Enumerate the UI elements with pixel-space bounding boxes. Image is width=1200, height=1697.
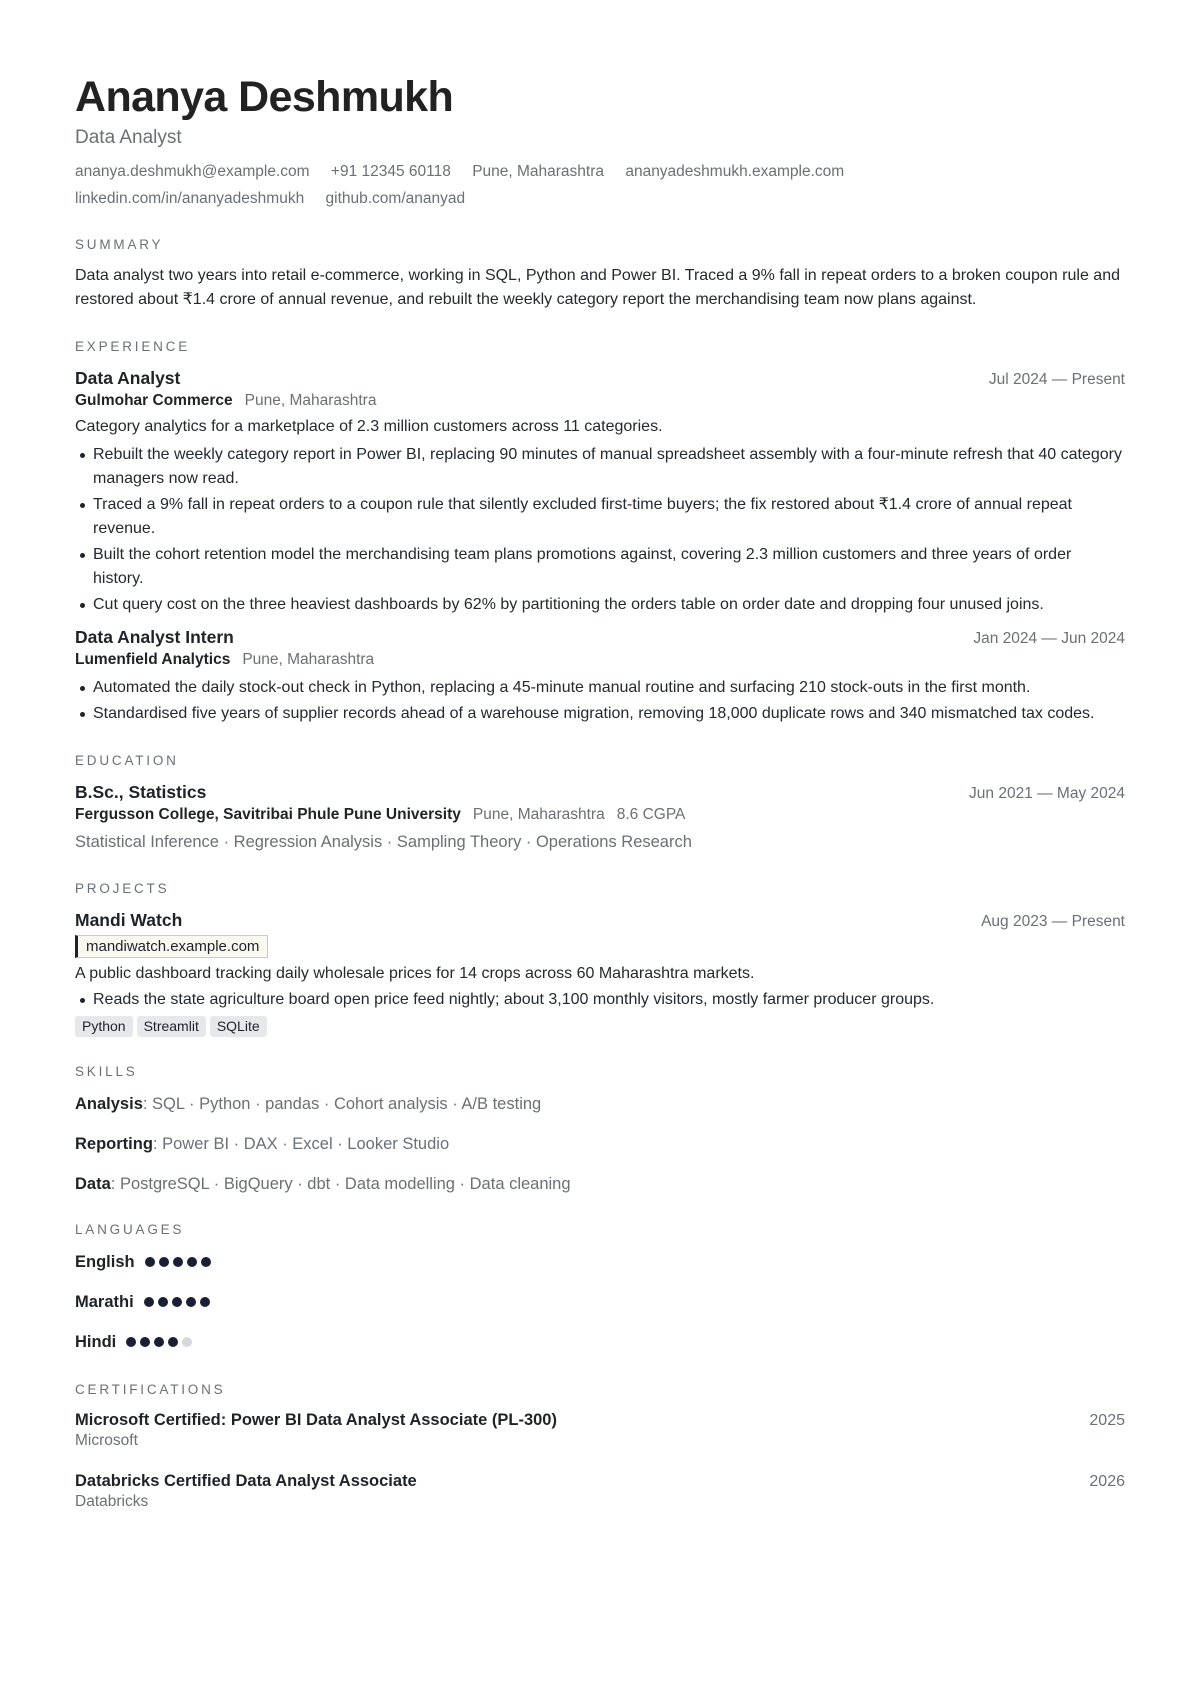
bullet-item: Automated the daily stock-out check in Python, replacing a 45-minute manual routine and surfacing 210 stock-outs in the first month. xyxy=(75,676,1125,700)
summary-heading: SUMMARY xyxy=(75,237,164,252)
experience-heading: EXPERIENCE xyxy=(75,339,191,354)
proficiency-dot-filled xyxy=(187,1257,197,1267)
proficiency-dot-filled xyxy=(173,1257,183,1267)
job-location: Pune, Maharashtra xyxy=(242,650,375,668)
linkedin-link[interactable]: linkedin.com/in/ananyadeshmukh xyxy=(75,190,305,207)
proficiency-dot-filled xyxy=(144,1297,154,1307)
project-date: Aug 2023 — Present xyxy=(981,912,1125,930)
project-name: Mandi Watch xyxy=(75,909,183,930)
skill-separator: : xyxy=(142,1095,153,1113)
certification-name: Microsoft Certified: Power BI Data Analyst Associate (PL-300) xyxy=(75,1411,557,1429)
certification-name: Databricks Certified Data Analyst Associate xyxy=(75,1472,417,1490)
bullet-item: Standardised five years of supplier records ahead of a warehouse migration, removing 18,000 duplicate rows and 340 mismatched tax codes. xyxy=(75,702,1125,726)
summary-text: Data analyst two years into retail e-commerce, working in SQL, Python and Power BI. Traced a 9% fall in repeat orders to a broken coupon rule and restored about ₹1.4 crore of annual revenue, and rebuilt the weekly category report the merchandising team now plans against. xyxy=(75,267,1120,308)
proficiency-dot-filled xyxy=(140,1337,150,1347)
skill-group xyxy=(75,1173,1125,1195)
job-title: Data Analyst Intern xyxy=(75,626,234,647)
company-name: Gulmohar Commerce xyxy=(75,392,233,409)
skills-heading: SKILLS xyxy=(75,1064,138,1079)
skill-separator: : xyxy=(110,1175,120,1193)
proficiency-dot-filled xyxy=(126,1337,136,1347)
job-title: Data Analyst xyxy=(75,368,181,388)
skill-group xyxy=(75,1093,1125,1115)
proficiency-dot-filled xyxy=(159,1257,169,1267)
experience-entry xyxy=(75,625,1125,726)
bullet-item: Cut query cost on the three heaviest dashboards by 62% by partitioning the orders table on order date and dropping four unused joins. xyxy=(75,593,1125,617)
skill-group-items: PostgreSQL · BigQuery · dbt · Data modelling · Data cleaning xyxy=(119,1175,571,1193)
proficiency-dot-filled xyxy=(154,1337,164,1347)
proficiency-dots xyxy=(144,1297,214,1307)
proficiency-dots xyxy=(145,1257,215,1267)
proficiency-dots xyxy=(126,1337,196,1347)
proficiency-dot-filled xyxy=(168,1337,178,1347)
project-bullets xyxy=(75,988,1125,1012)
email-link[interactable]: ananya.deshmukh@example.com xyxy=(75,163,310,180)
education-date: Jun 2021 — May 2024 xyxy=(969,784,1125,802)
job-date: Jan 2024 — Jun 2024 xyxy=(973,629,1125,647)
language-name: English xyxy=(75,1253,135,1271)
languages-list xyxy=(75,1251,1125,1353)
skill-group-items: SQL · Python · pandas · Cohort analysis · A/B testing xyxy=(152,1095,542,1113)
degree-title: B.Sc., Statistics xyxy=(75,781,207,802)
proficiency-dot-filled xyxy=(172,1297,182,1307)
bullet-item: Reads the state agriculture board open price feed nightly; about 3,100 monthly visitors, mostly farmer producer groups. xyxy=(75,988,1125,1012)
job-date: Jul 2024 — Present xyxy=(988,371,1125,388)
language-name: Hindi xyxy=(75,1333,117,1351)
language-item xyxy=(75,1291,1125,1313)
phone-number[interactable]: +91 12345 60118 xyxy=(330,163,451,180)
proficiency-dot-empty xyxy=(182,1337,192,1347)
school-name: Fergusson College, Savitribai Phule Pune University xyxy=(75,805,461,823)
job-bullets xyxy=(75,443,1125,617)
certification-year: 2025 xyxy=(1089,1412,1125,1429)
language-name: Marathi xyxy=(75,1293,134,1311)
certification-issuer: Databricks xyxy=(75,1493,149,1510)
certification-year: 2026 xyxy=(1089,1473,1125,1490)
contact-line-2 xyxy=(75,185,1125,212)
school-location: Pune, Maharashtra xyxy=(472,805,605,823)
skill-separator: : xyxy=(152,1135,163,1153)
job-description: Category analytics for a marketplace of 2.3 million customers across 11 categories. xyxy=(75,418,663,435)
skill-group-items: Power BI · DAX · Excel · Looker Studio xyxy=(162,1135,450,1153)
skill-group-label: Analysis xyxy=(75,1095,143,1113)
candidate-name: Ananya Deshmukh xyxy=(75,73,454,121)
certification-entry xyxy=(75,1411,1125,1450)
proficiency-dot-filled xyxy=(145,1257,155,1267)
language-item xyxy=(75,1331,1125,1353)
project-link[interactable]: mandiwatch.example.com xyxy=(75,935,268,958)
job-bullets xyxy=(75,676,1125,726)
candidate-role: Data Analyst xyxy=(75,127,182,148)
location-text: Pune, Maharashtra xyxy=(472,163,605,180)
proficiency-dot-filled xyxy=(186,1297,196,1307)
certification-entry xyxy=(75,1472,1125,1511)
company-name: Lumenfield Analytics xyxy=(75,650,231,668)
certifications-heading: CERTIFICATIONS xyxy=(75,1382,226,1397)
skill-group-label: Data xyxy=(75,1175,111,1193)
skill-group xyxy=(75,1133,1125,1155)
projects-heading: PROJECTS xyxy=(75,880,170,896)
proficiency-dot-filled xyxy=(201,1257,211,1267)
languages-heading: LANGUAGES xyxy=(75,1222,185,1237)
certification-issuer: Microsoft xyxy=(75,1432,138,1449)
skill-group-label: Reporting xyxy=(75,1135,153,1153)
project-description: A public dashboard tracking daily wholesale prices for 14 crops across 60 Maharashtra markets. xyxy=(75,964,755,982)
tech-tags xyxy=(75,1016,1125,1037)
language-item xyxy=(75,1251,1125,1273)
bullet-item: Built the cohort retention model the merchandising team plans promotions against, covering 2.3 million customers and three years of order history. xyxy=(75,543,1125,590)
grade: 8.6 CGPA xyxy=(616,805,686,823)
github-link[interactable]: github.com/ananyad xyxy=(325,190,466,207)
contact-block xyxy=(75,158,1125,212)
experience-entry xyxy=(75,366,1125,617)
tech-tag: Streamlit xyxy=(137,1016,206,1037)
contact-line-1 xyxy=(75,158,1125,185)
project-entry xyxy=(75,908,1125,1038)
skills-list xyxy=(75,1093,1125,1195)
proficiency-dot-filled xyxy=(200,1297,210,1307)
bullet-item: Rebuilt the weekly category report in Power BI, replacing 90 minutes of manual spreadsheet assembly with a four-minute refresh that 40 category managers now read. xyxy=(75,443,1125,490)
education-entry xyxy=(75,780,1125,854)
tech-tag: Python xyxy=(75,1016,133,1037)
bullet-item: Traced a 9% fall in repeat orders to a coupon rule that silently excluded first-time buyers; the fix restored about ₹1.4 crore of annual repeat revenue. xyxy=(75,493,1125,540)
website-link[interactable]: ananyadeshmukh.example.com xyxy=(625,163,845,180)
proficiency-dot-filled xyxy=(158,1297,168,1307)
education-heading: EDUCATION xyxy=(75,752,179,768)
coursework: Statistical Inference · Regression Analysis · Sampling Theory · Operations Research xyxy=(75,832,692,851)
tech-tag: SQLite xyxy=(210,1016,267,1037)
job-location: Pune, Maharashtra xyxy=(244,392,377,409)
